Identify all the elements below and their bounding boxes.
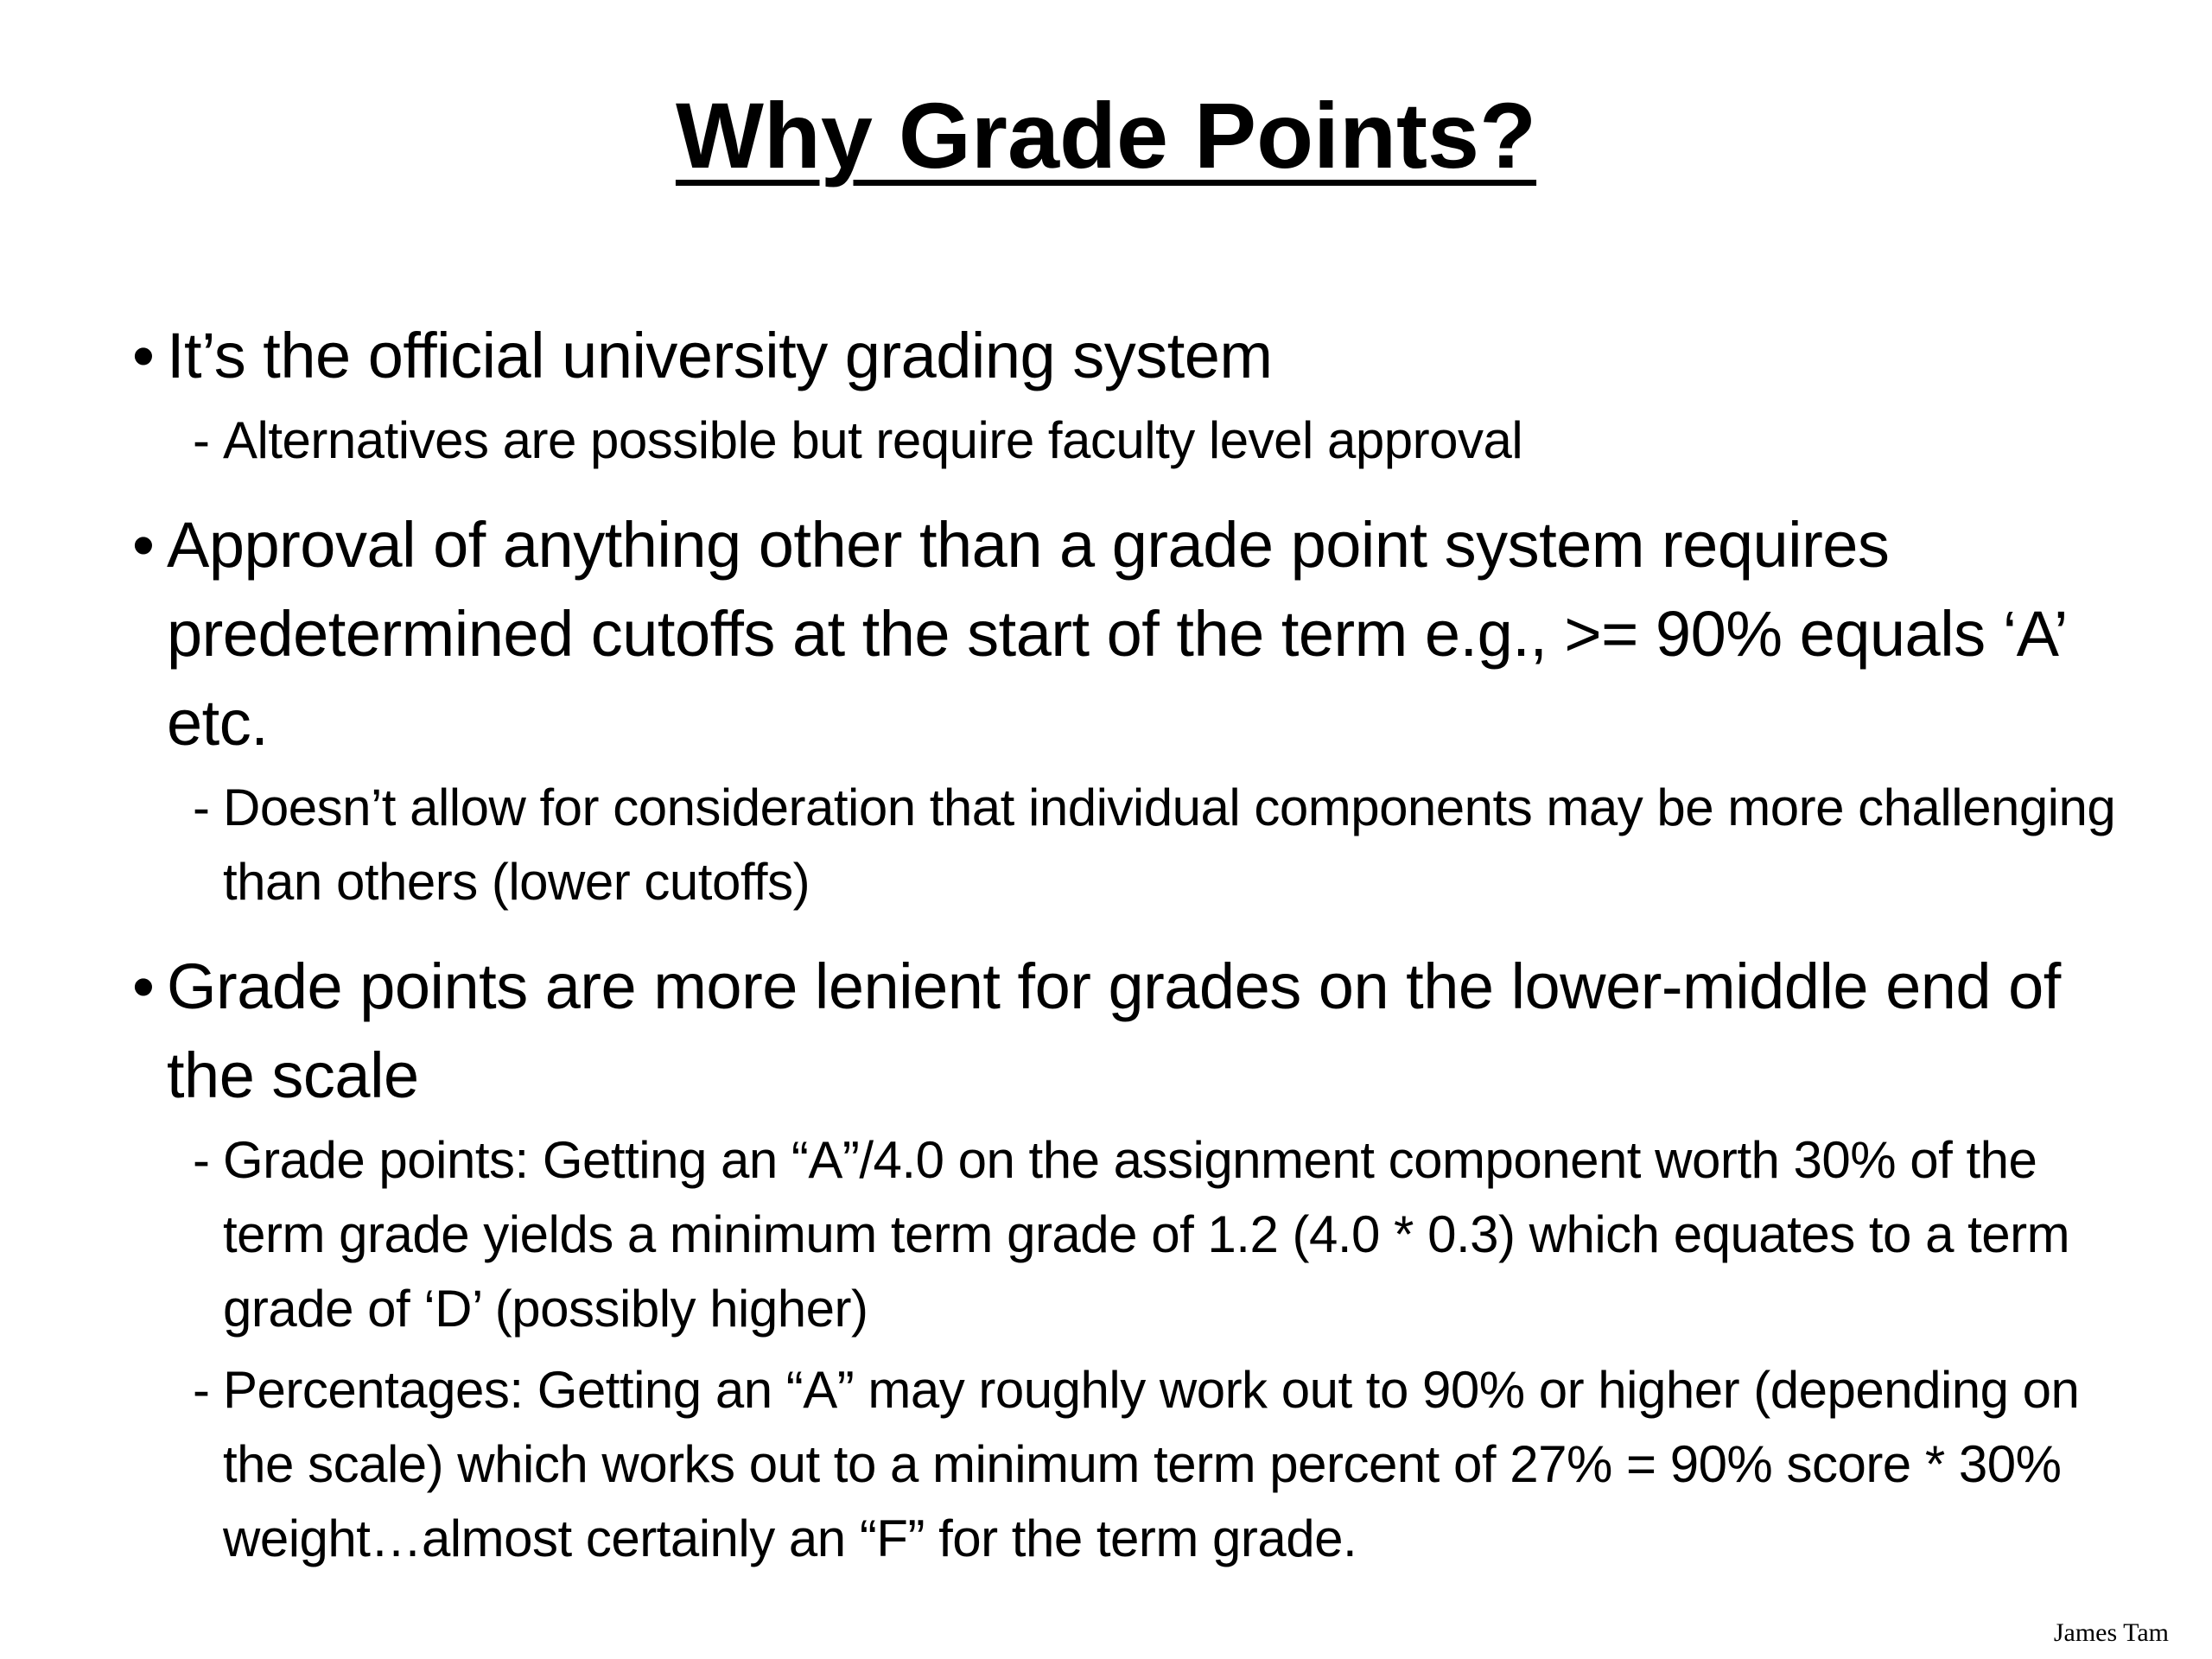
sub-bullet-item (193, 771, 2120, 919)
sub-bullet-text: Grade points: Getting an “A”/4.0 on the assignment component worth 30% of the term grade yields a minimum term grade of 1.2 (4.0 * 0.3) which equates to a term grade of ‘D’ (possibly higher) (223, 1131, 2070, 1338)
sub-bullet-text: Alternatives are possible but require faculty level approval (223, 411, 1523, 469)
bullet-item (132, 942, 2120, 1120)
bullet-marker: • (132, 509, 155, 581)
bullet-list (132, 311, 2120, 1576)
footer-author: James Tam (2053, 1618, 2169, 1647)
sub-bullet-text: Percentages: Getting an “A” may roughly work out to 90% or higher (depending on the scale) which works out to a minimum term percent of 27% = 90% score * 30% weight…almost certainly an “F” for the term grade. (223, 1361, 2080, 1567)
sub-bullet-text: Doesn’t allow for consideration that individual components may be more challenging than others (lower cutoffs) (223, 779, 2116, 911)
slide-title (0, 79, 2212, 192)
bullet-item (132, 311, 2120, 400)
bullet-marker: • (132, 950, 155, 1022)
bullet-item (132, 500, 2120, 767)
sub-bullet-marker: - (193, 779, 210, 836)
bullet-text: Grade points are more lenient for grades on the lower-middle end of the scale (167, 950, 2061, 1111)
sub-bullet-marker: - (193, 411, 210, 469)
sub-bullet-marker: - (193, 1131, 210, 1189)
bullet-text: Approval of anything other than a grade point system requires predetermined cutoffs at the start of the term e.g., >= 90% equals ‘A’ etc. (167, 509, 2066, 759)
sub-bullet-marker: - (193, 1361, 210, 1419)
sub-bullet-item (193, 1123, 2120, 1346)
sub-bullet-item (193, 404, 2120, 478)
slide-title-text: Why Grade Points? (675, 83, 1537, 188)
bullet-text: It’s the official university grading system (167, 320, 1273, 391)
sub-bullet-item (193, 1353, 2120, 1576)
bullet-marker: • (132, 320, 155, 391)
